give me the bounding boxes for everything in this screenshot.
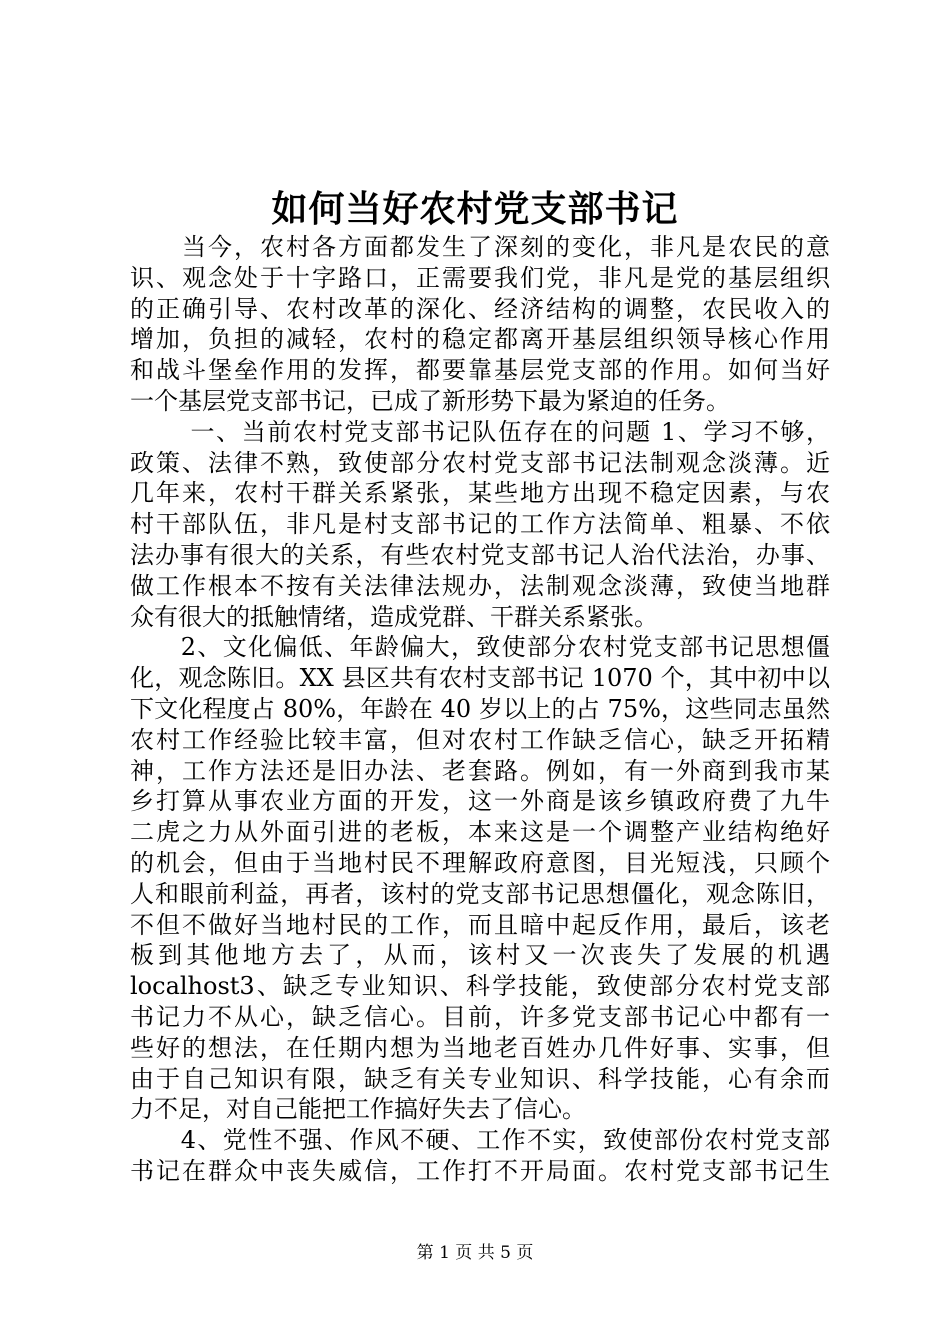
text-line: 做工作根本不按有关法律法规办，法制观念淡薄，致使当地群 bbox=[130, 571, 830, 600]
text-line: localhost3、缺乏专业知识、科学技能，致使部分农村党支部 bbox=[130, 972, 830, 1001]
text-line: 一个基层党支部书记，已成了新形势下最为紧迫的任务。 bbox=[130, 386, 730, 415]
text-line: 些好的想法，在任期内想为当地老百姓办几件好事、实事，但 bbox=[130, 1033, 830, 1062]
text-line: 的机会，但由于当地村民不理解政府意图，目光短浅，只顾个 bbox=[130, 848, 830, 877]
text-line: 力不足，对自己能把工作搞好失去了信心。 bbox=[130, 1095, 586, 1124]
text-line: 政策、法律不熟，致使部分农村党支部书记法制观念淡薄。近 bbox=[130, 448, 830, 477]
text-line: 当今，农村各方面都发生了深刻的变化，非凡是农民的意 bbox=[130, 233, 830, 261]
text-line: 2、文化偏低、年龄偏大，致使部分农村党支部书记思想僵 bbox=[130, 633, 830, 662]
text-line: 识、观念处于十字路口，正需要我们党，非凡是党的基层组织 bbox=[130, 263, 830, 292]
document-body bbox=[130, 232, 830, 1187]
text-line: 4、党性不强、作风不硬、工作不实，致使部份农村党支部 bbox=[130, 1126, 830, 1155]
text-line: 书记力不从心，缺乏信心。目前，许多党支部书记心中都有一 bbox=[130, 1002, 830, 1031]
page-number-footer: 第 1 页 共 5 页 bbox=[416, 1243, 534, 1263]
text-line: 的正确引导、农村改革的深化、经济结构的调整，农民收入的 bbox=[130, 294, 830, 323]
text-line: 由于自己知识有限，缺乏有关专业知识、科学技能，心有余而 bbox=[130, 1064, 830, 1093]
text-line: 几年来，农村干群关系紧张，某些地方出现不稳定因素，与农 bbox=[130, 479, 830, 508]
document-title: 如何当好农村党支部书记 bbox=[271, 188, 679, 230]
text-line: 村干部队伍，非凡是村支部书记的工作方法简单、粗暴、不依 bbox=[130, 510, 830, 539]
text-line: 二虎之力从外面引进的老板，本来这是一个调整产业结构绝好 bbox=[130, 818, 830, 847]
text-line: 下文化程度占 80%，年龄在 40 岁以上的占 75%，这些同志虽然 bbox=[130, 694, 830, 723]
text-line: 乡打算从事农业方面的开发，这一外商是该乡镇政府费了九牛 bbox=[130, 787, 830, 816]
text-line: 农村工作经验比较丰富，但对农村工作缺乏信心，缺乏开拓精 bbox=[130, 725, 830, 754]
text-line: 不但不做好当地村民的工作，而且暗中起反作用，最后，该老 bbox=[130, 910, 830, 939]
text-line: 板到其他地方去了，从而，该村又一次丧失了发展的机遇 bbox=[130, 941, 830, 970]
text-line: 化，观念陈旧。XX 县区共有农村支部书记 1070 个，其中初中以 bbox=[130, 664, 830, 693]
text-line: 增加，负担的减轻，农村的稳定都离开基层组织领导核心作用 bbox=[130, 325, 830, 354]
text-line: 一、当前农村党支部书记队伍存在的问题 1、学习不够， bbox=[130, 417, 830, 446]
text-line: 众有很大的抵触情绪，造成党群、干群关系紧张。 bbox=[130, 602, 658, 631]
text-line: 书记在群众中丧失威信，工作打不开局面。农村党支部书记生 bbox=[130, 1156, 830, 1185]
text-line: 神，工作方法还是旧办法、老套路。例如，有一外商到我市某 bbox=[130, 756, 830, 785]
text-line: 人和眼前利益，再者，该村的党支部书记思想僵化，观念陈旧， bbox=[130, 879, 830, 908]
text-line: 法办事有很大的关系，有些农村党支部书记人治代法治，办事、 bbox=[130, 540, 830, 569]
text-line: 和战斗堡垒作用的发挥，都要靠基层党支部的作用。如何当好 bbox=[130, 356, 830, 385]
